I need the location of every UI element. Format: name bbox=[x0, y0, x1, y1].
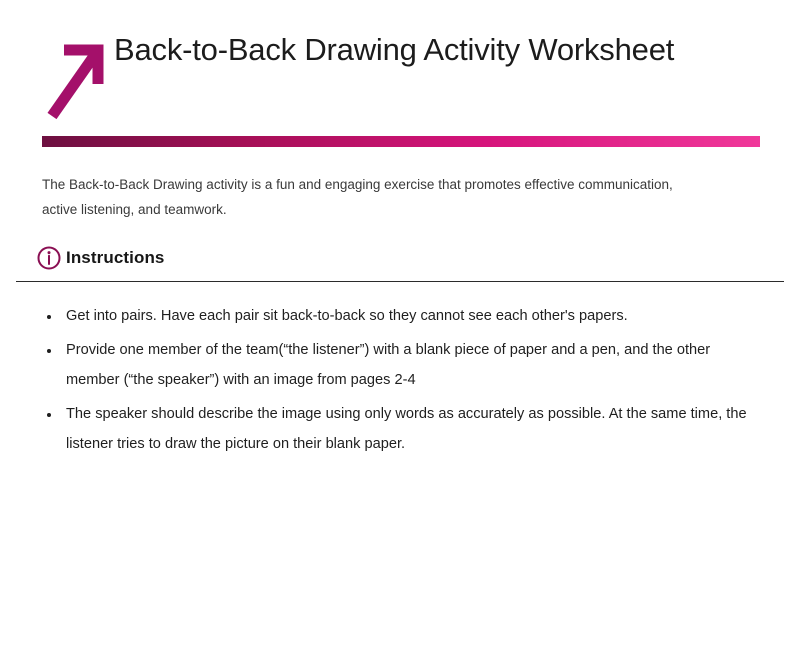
gradient-divider bbox=[42, 136, 760, 147]
title-block bbox=[114, 28, 674, 70]
intro-paragraph: The Back-to-Back Drawing activity is a fun and engaging exercise that promotes effective communication, active listening, and teamwork. bbox=[42, 177, 673, 217]
page-title: Back-to-Back Drawing Activity Worksheet bbox=[114, 32, 675, 67]
instructions-list bbox=[44, 302, 760, 460]
arrow-up-right-icon bbox=[42, 34, 104, 122]
list-item: Provide one member of the team(“the listener”) with a blank piece of paper and a pen, and the other member (“the speaker”) with an image from pages 2-4 bbox=[44, 336, 760, 396]
info-circle-icon bbox=[36, 245, 62, 271]
document-header bbox=[0, 0, 800, 122]
section-divider bbox=[16, 281, 784, 282]
instructions-header bbox=[36, 245, 800, 271]
list-item: The speaker should describe the image using only words as accurately as possible. At the same time, the listener tries to draw the picture on their blank paper. bbox=[44, 400, 760, 460]
list-item: Get into pairs. Have each pair sit back-to-back so they cannot see each other's papers. bbox=[44, 302, 760, 332]
instructions-heading: Instructions bbox=[66, 247, 165, 267]
